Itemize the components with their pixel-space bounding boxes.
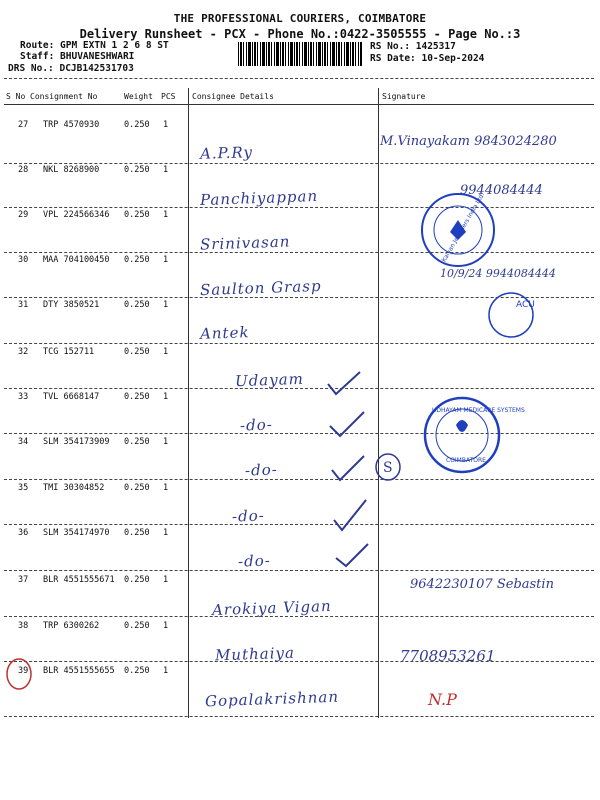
col-header-consignee: Consignee Details: [192, 92, 274, 101]
row-consignee: Srinivasan: [199, 232, 291, 254]
table-row: [0, 666, 600, 712]
row-sno: 38: [18, 621, 29, 631]
staff-text: Staff: BHUVANESHWARI: [20, 51, 135, 62]
row-sno: 32: [18, 347, 29, 357]
divider: [4, 78, 594, 79]
page-title: THE PROFESSIONAL COURIERS, COIMBATORE: [173, 12, 427, 25]
row-consignment: SLM 354174970: [43, 528, 110, 538]
row-consignee: Udayam: [234, 369, 305, 391]
row-consignment: TVL 6668147: [43, 392, 100, 402]
row-sno: 30: [18, 255, 29, 265]
drs-number: DRS No.: DCJB142531703: [8, 63, 134, 74]
row-pcs: 1: [163, 621, 169, 631]
row-sno: 39: [18, 666, 29, 676]
row-sno: 27: [18, 120, 29, 130]
row-consignee: -do-: [244, 460, 279, 480]
row-signature: 10/9/24 9944084444: [440, 267, 556, 280]
row-divider: [4, 163, 594, 164]
s-mark-circle: [374, 452, 402, 482]
row-sno: 29: [18, 210, 29, 220]
row-pcs: 1: [163, 120, 169, 130]
row-consignee: -do-: [237, 551, 272, 571]
row-consignment: TRP 6300262: [43, 621, 100, 631]
row-divider: [4, 661, 594, 662]
row-divider: [4, 479, 594, 480]
col-header-signature: Signature: [382, 92, 426, 101]
stamp-text: UDHAYAM MEDICARE SYSTEMS: [432, 407, 525, 414]
row-pcs: 1: [163, 528, 169, 538]
row-sno: 37: [18, 575, 29, 585]
row-weight: 0.250: [124, 210, 150, 220]
row-consignment: VPL 224566346: [43, 210, 110, 220]
col-header-pcs: PCS: [161, 92, 176, 101]
row-divider: [4, 207, 594, 208]
row-weight: 0.250: [124, 666, 150, 676]
row-consignment: TMI 30304852: [43, 483, 105, 493]
acu-stamp: [486, 290, 536, 340]
row-pcs: 1: [163, 347, 169, 357]
col-header-sno: S No: [6, 92, 26, 101]
svg-text:S: S: [383, 460, 393, 476]
row-sno: 35: [18, 483, 29, 493]
row-consignee: Arokiya Vigan: [211, 596, 332, 620]
row-divider: [4, 433, 594, 434]
stamp-text: ACU: [516, 300, 535, 310]
row-consignee: A.P.Ry: [199, 143, 254, 163]
row-signature: 9944084444: [460, 183, 543, 198]
row-divider: [4, 524, 594, 525]
runsheet-subtitle: Delivery Runsheet - PCX - Phone No.:0422-3505555 - Page No.:3: [79, 27, 521, 41]
row-divider: [4, 388, 594, 389]
row-consignment: BLR 4551555655: [43, 666, 115, 676]
stamp-text: Kalyan Jewellers India Ltd.: [440, 191, 487, 264]
row-pcs: 1: [163, 483, 169, 493]
row-weight: 0.250: [124, 347, 150, 357]
row-consignee: -do-: [239, 415, 274, 435]
row-consignee: -do-: [231, 506, 266, 526]
row-weight: 0.250: [124, 255, 150, 265]
company-stamp: [418, 190, 498, 270]
col-header-weight: Weight: [124, 92, 153, 101]
row-pcs: 1: [163, 300, 169, 310]
medicare-stamp: [422, 395, 525, 475]
barcode: [238, 42, 362, 66]
row-weight: 0.250: [124, 621, 150, 631]
rs-number: RS No.: 1425317: [370, 41, 456, 52]
row-consignment: DTY 3850521: [43, 300, 100, 310]
table-row: [0, 483, 600, 529]
row-pcs: 1: [163, 255, 169, 265]
header-divider: [4, 104, 594, 105]
handwritten-ticks: [320, 360, 380, 570]
row-weight: 0.250: [124, 483, 150, 493]
table-row: [0, 210, 600, 256]
row-signature: 9642230107 Sebastin: [410, 577, 554, 592]
row-weight: 0.250: [124, 165, 150, 175]
row-divider: [4, 716, 594, 717]
row-consignee: Gopalakrishnan: [204, 687, 340, 711]
row-sno: 33: [18, 392, 29, 402]
row-weight: 0.250: [124, 392, 150, 402]
row-consignee: Antek: [199, 323, 250, 343]
row-weight: 0.250: [124, 528, 150, 538]
table-row: [0, 528, 600, 574]
row-divider: [4, 616, 594, 617]
table-row: [0, 120, 600, 166]
row-consignee: Muthaiya: [214, 643, 296, 665]
table-row: [0, 437, 600, 483]
np-annotation: N.P: [428, 690, 457, 709]
row-divider: [4, 343, 594, 344]
row-weight: 0.250: [124, 437, 150, 447]
row-signature: 7708953261: [400, 647, 496, 665]
stamp-subtext: COIMBATORE: [446, 457, 486, 464]
row-sno: 28: [18, 165, 29, 175]
row-pcs: 1: [163, 437, 169, 447]
row-sno: 34: [18, 437, 29, 447]
row-consignment: TCG 152711: [43, 347, 95, 357]
row-divider: [4, 252, 594, 253]
row-consignment: MAA 704100450: [43, 255, 110, 265]
row-sno: 31: [18, 300, 29, 310]
row-consignment: TRP 4570930: [43, 120, 100, 130]
row-pcs: 1: [163, 210, 169, 220]
row-pcs: 1: [163, 392, 169, 402]
table-row: [0, 165, 600, 211]
row-pcs: 1: [163, 666, 169, 676]
row-weight: 0.250: [124, 300, 150, 310]
row-sno: 36: [18, 528, 29, 538]
table-row: [0, 347, 600, 393]
row-weight: 0.250: [124, 120, 150, 130]
row-consignment: SLM 354173909: [43, 437, 110, 447]
row-consignee: Panchiyappan: [199, 186, 319, 210]
row-consignment: NKL 8268900: [43, 165, 100, 175]
route-text: Route: GPM EXTN 1 2 6 8 ST: [20, 40, 169, 51]
rs-date: RS Date: 10-Sep-2024: [370, 53, 485, 64]
row-pcs: 1: [163, 165, 169, 175]
row-consignment: BLR 4551555671: [43, 575, 115, 585]
row-signature: M.Vinayakam 9843024280: [380, 134, 557, 149]
table-row: [0, 575, 600, 621]
col-header-consignment: Consignment No: [30, 92, 98, 101]
table-row: [0, 392, 600, 438]
row-divider: [4, 570, 594, 571]
row-weight: 0.250: [124, 575, 150, 585]
row-pcs: 1: [163, 575, 169, 585]
row-consignee: Saulton Grasp: [199, 276, 322, 300]
red-circle-mark: [4, 656, 34, 692]
